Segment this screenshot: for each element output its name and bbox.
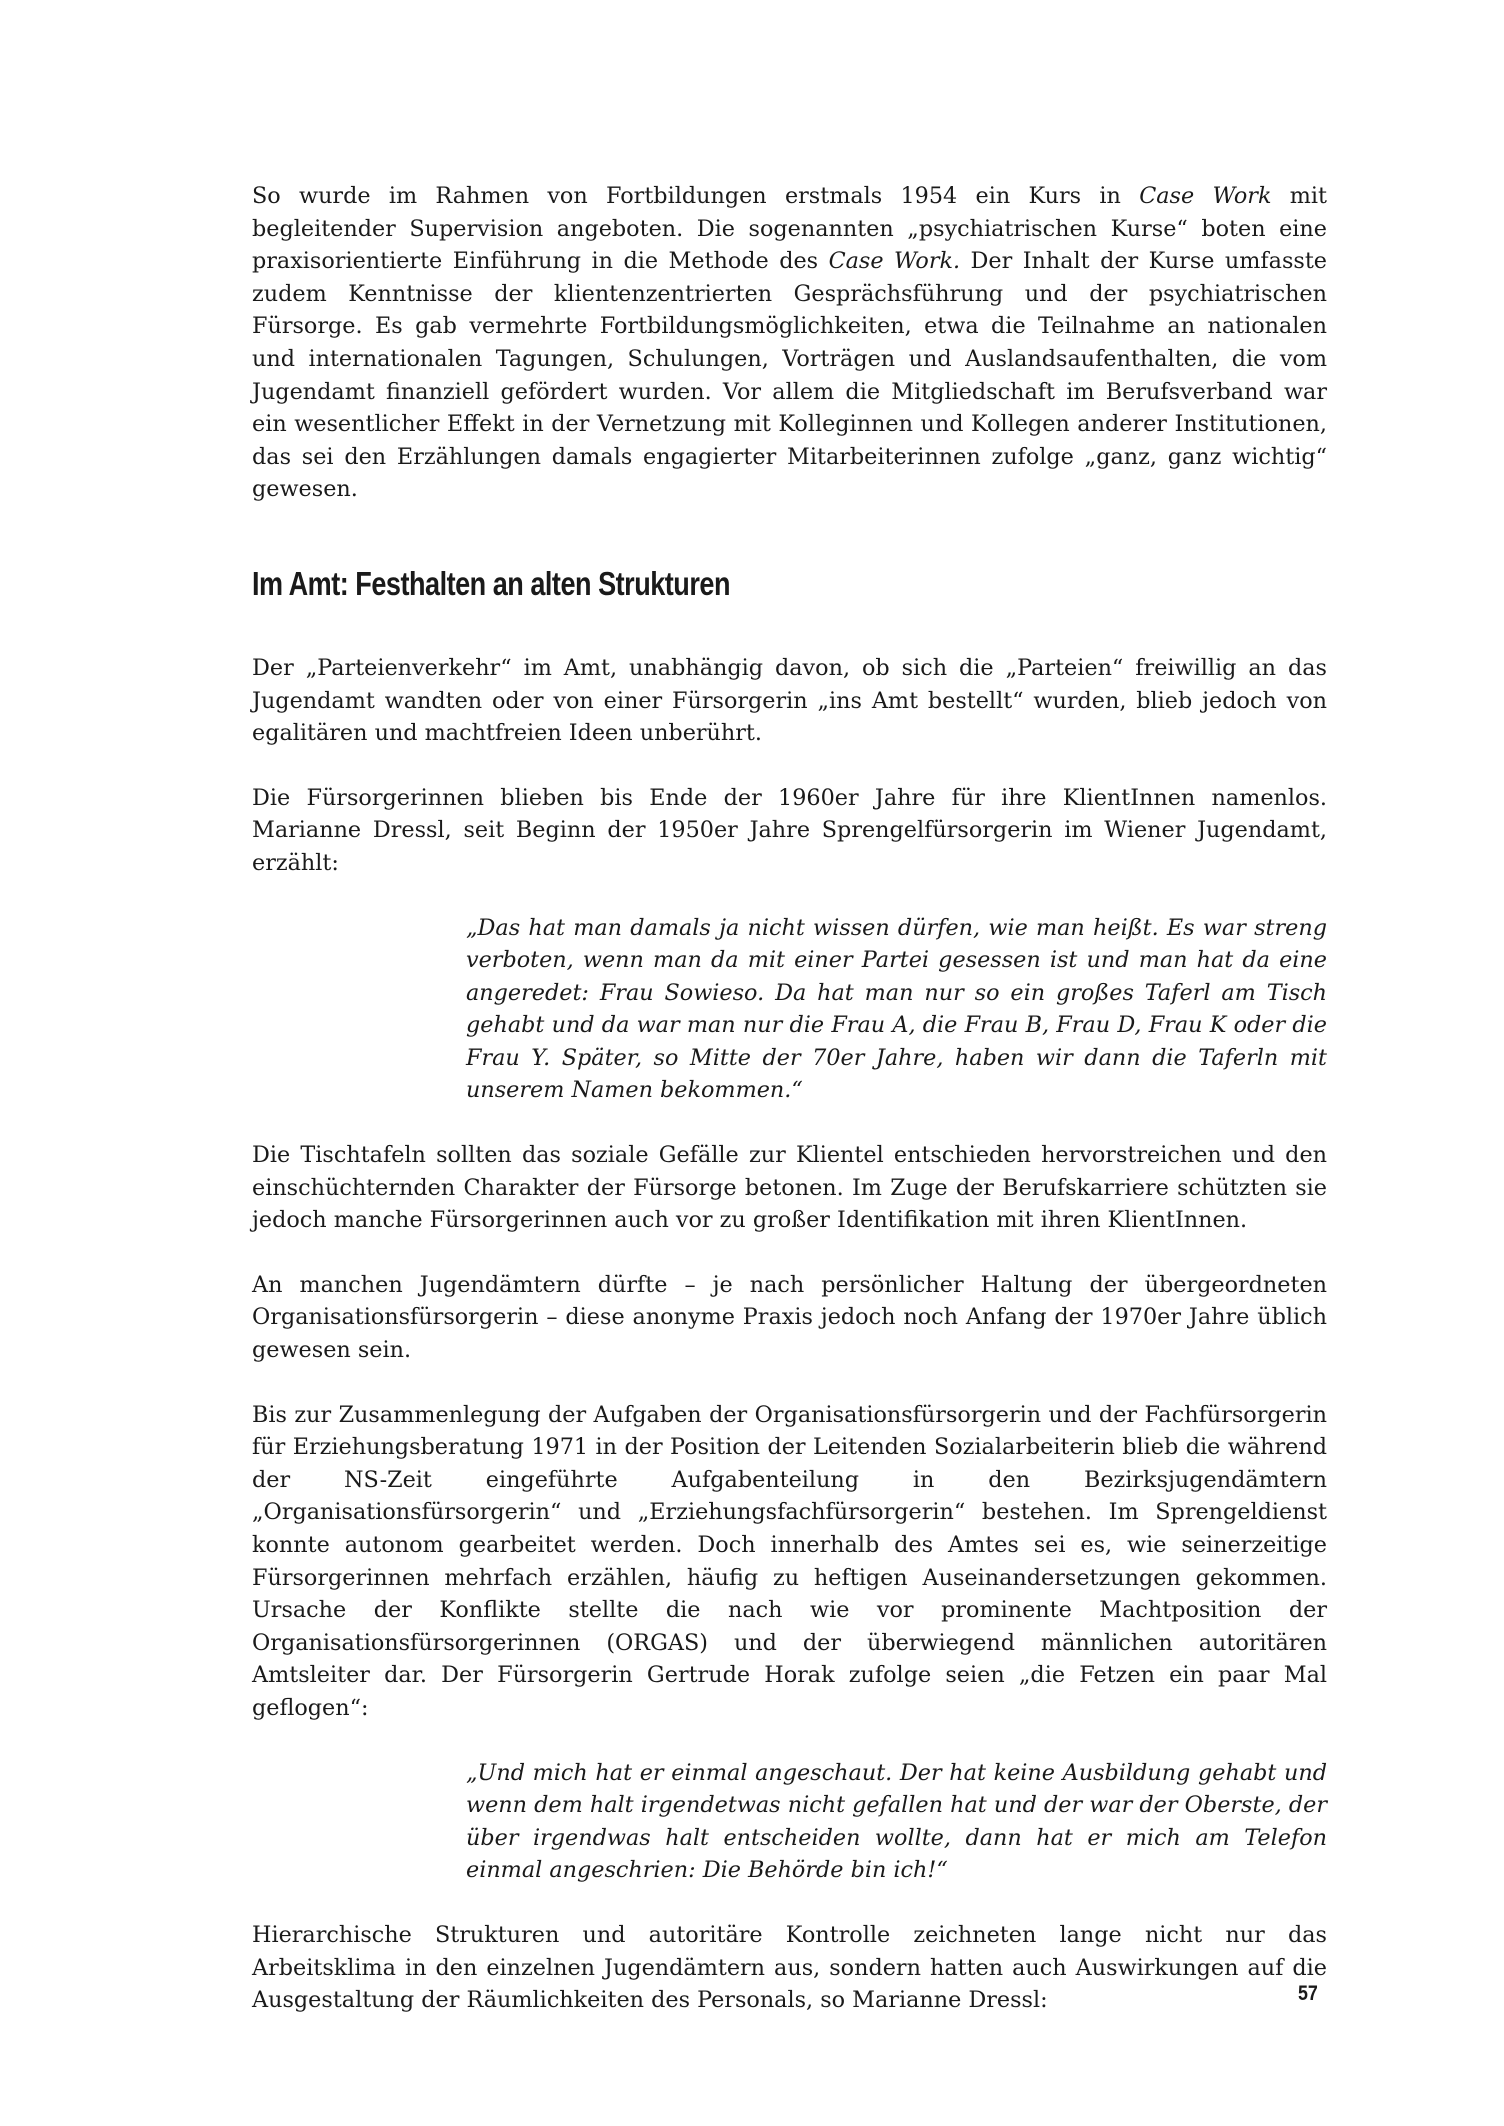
paragraph-text: mit begleitender Supervision angeboten. Die sogenannten „psychiatrischen Kurse“ boten eine praxisorientierte Einführung in die Methode des bbox=[252, 183, 1327, 275]
paragraph-case-work bbox=[252, 180, 1327, 506]
paragraph-parteienverkehr: Der „Parteienverkehr“ im Amt, unabhängig davon, ob sich die „Parteien“ freiwillig an das Jugendamt wandten oder von einer Fürsorgerin „ins Amt bestellt“ wurden, blieb jedoch von egalitären und machtfreien Ideen unberührt. bbox=[252, 654, 1327, 747]
paragraph-text: So wurde im Rahmen von Fortbildungen erstmals 1954 ein Kurs in bbox=[252, 183, 1140, 209]
paragraph-aufgabenteilung: Bis zur Zusammenlegung der Aufgaben der Organisationsfürsorgerin und der Fachfürsorgerin für Erziehungsberatung 1971 in der Position der Leitenden Sozialarbeiterin blieb die während der NS-Zeit eingeführte Aufgabenteilung in den Bezirksjugendämtern „Organisationsfürsorgerin“ und „Erziehungsfachfürsorgerin“ bestehen. Im Sprengeldienst konnte autonom gearbeitet werden. Doch innerhalb des Amtes sei es, wie seinerzeitige Fürsorgerinnen mehrfach erzählen, häufig zu heftigen Auseinandersetzungen gekommen. Ursache der Konflikte stellte die nach wie vor prominente Machtposition der Organisationsfürsorgerinnen (ORGAS) und der überwiegend männlichen autoritären Amtsleiter dar. Der Fürsorgerin Gertrude Horak zufolge seien „die Fetzen ein paar Mal geflogen“: bbox=[252, 1401, 1327, 1721]
paragraph-anonyme-praxis: An manchen Jugendämtern dürfte – je nach persönlicher Haltung der übergeordneten Organisationsfürsorgerin – diese anonyme Praxis jedoch noch Anfang der 1970er Jahre üblich gewesen sein. bbox=[252, 1271, 1327, 1364]
paragraph-hierarchie: Hierarchische Strukturen und autoritäre Kontrolle zeichneten lange nicht nur das Arbeitsklima in den einzelnen Jugendämtern aus, sondern hatten auch Auswirkungen auf die Ausgestaltung der Räumlichkeiten des Personals, so Marianne Dressl: bbox=[252, 1921, 1327, 2014]
paragraph-tischtafeln: Die Tischtafeln sollten das soziale Gefälle zur Klientel entschieden hervorstreichen und den einschüchternden Charakter der Fürsorge betonen. Im Zuge der Berufskarriere schützten sie jedoch manche Fürsorgerinnen auch vor zu großer Identifikation mit ihren KlientInnen. bbox=[252, 1142, 1327, 1234]
page-number: 57 bbox=[1298, 1982, 1318, 2005]
block-quote-dressl: „Das hat man damals ja nicht wissen dürfen, wie man heißt. Es war streng verboten, wenn man da mit einer Partei gesessen ist und man hat da eine angeredet: Frau Sowieso. Da hat man nur so ein großes Taferl am Tisch gehabt und da war man nur die Frau A, die Frau B, Frau D, Frau K oder die Frau Y. Später, so Mitte der 70er Jahre, haben wir dann die Taferln mit unserem Namen bekommen.“ bbox=[466, 914, 1327, 1104]
emphasis-term: Case Work bbox=[1139, 183, 1272, 209]
block-quote-horak: „Und mich hat er einmal angeschaut. Der hat keine Ausbildung gehabt und wenn dem halt irgendetwas nicht gefallen hat und der war der Oberste, der über irgendwas halt entscheiden wollte, dann hat er mich am Telefon einmal angeschrien: Die Behörde bin ich!“ bbox=[466, 1759, 1327, 1884]
emphasis-term: Case Work. bbox=[828, 248, 961, 275]
paragraph-text: Der Inhalt der Kurse umfasste zudem Kenntnisse der klientenzentrierten Gesprächsführung und der psychiatrischen Fürsorge. Es gab vermehrte Fortbildungsmöglichkeiten, etwa die Teilnahme an nationalen und internationalen Tagungen, Schulungen, Vorträgen und Auslandsaufenthalten, die vom Jugendamt finanziell gefördert wurden. Vor allem die Mitgliedschaft im Berufsverband war ein wesentlicher Effekt in der Vernetzung mit Kolleginnen und Kollegen anderer Institutionen, das sei den Erzählungen damals engagierter Mitarbeiterinnen zufolge „ganz, ganz wichtig“ gewesen. bbox=[252, 248, 1328, 503]
paragraph-namenlos: Die Fürsorgerinnen blieben bis Ende der 1960er Jahre für ihre KlientInnen namenlos. Marianne Dressl, seit Beginn der 1950er Jahre Sprengelfürsorgerin im Wiener Jugendamt, erzählt: bbox=[252, 784, 1327, 876]
section-heading: Im Amt: Festhalten an alten Strukturen bbox=[252, 564, 730, 602]
page-body bbox=[252, 180, 1327, 2017]
